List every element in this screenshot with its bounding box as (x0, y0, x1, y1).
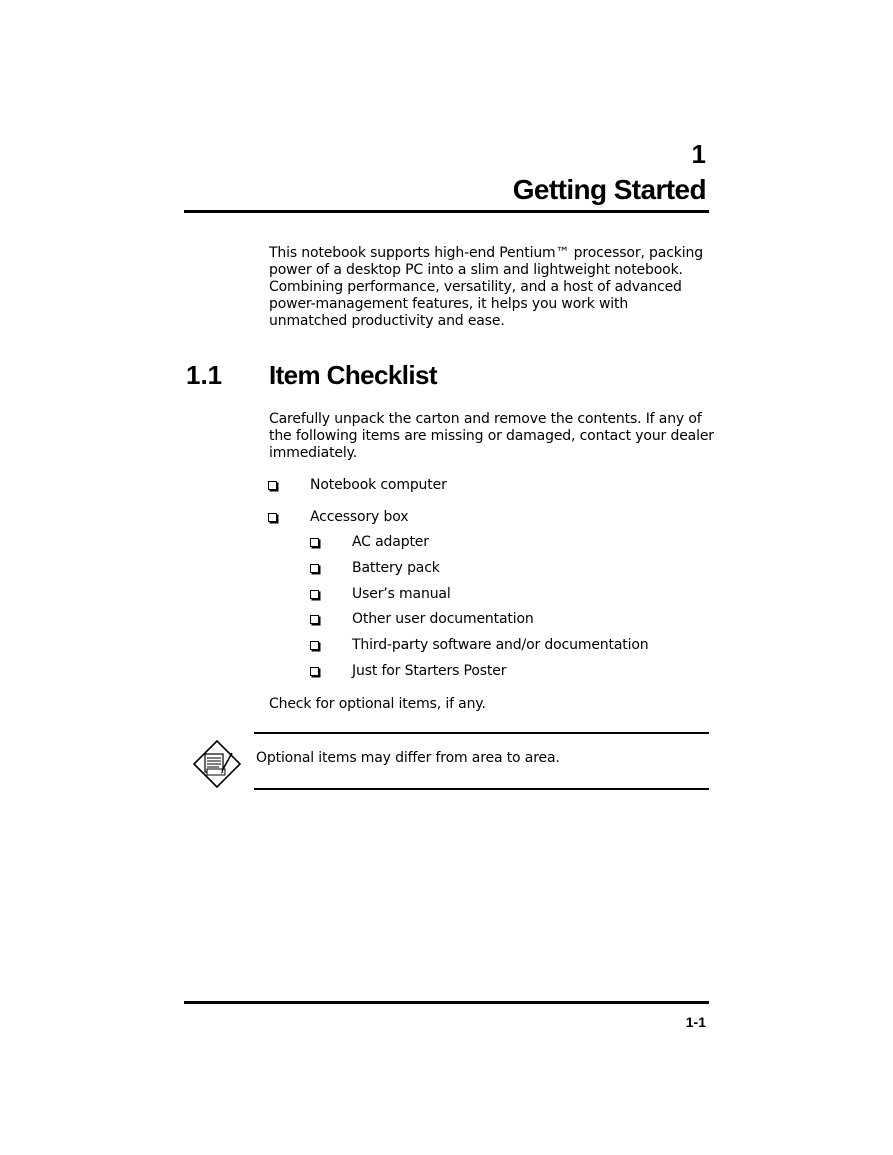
section-number: 1.1 (186, 360, 223, 390)
checklist-subitem-label: Just for Starters Poster (352, 662, 507, 679)
chapter-number: 1 (691, 139, 706, 169)
chapter-divider (184, 210, 709, 213)
page-number: 1-1 (685, 1014, 706, 1030)
checklist-subitem (310, 610, 534, 628)
note-bottom-divider (254, 788, 709, 790)
checkbox-icon (310, 641, 319, 650)
checklist-subitem-label: User’s manual (352, 585, 451, 602)
note-icon (192, 739, 242, 789)
checklist-subitem (310, 585, 451, 603)
checkbox-icon (310, 564, 319, 573)
checklist-subitem-label: AC adapter (352, 533, 429, 550)
checklist-subitem-label: Battery pack (352, 559, 440, 576)
footer-divider (184, 1001, 709, 1004)
checklist-item-label: Accessory box (310, 508, 409, 525)
checkbox-icon (310, 538, 319, 547)
checklist-subitem (310, 559, 440, 577)
checklist-intro-paragraph: Carefully unpack the carton and remove the contents. If any of the following items are missing or damaged, contact your dealer immediately. (269, 411, 714, 461)
checklist-item (268, 476, 447, 494)
note-top-divider (254, 732, 709, 734)
checklist-subitem (310, 662, 506, 680)
checklist-item-label: Notebook computer (310, 476, 447, 493)
checkbox-icon (268, 513, 277, 522)
checklist-subitem-label: Third-party software and/or documentation (352, 636, 649, 653)
checklist-item (268, 508, 408, 526)
checklist-subitem (310, 533, 429, 551)
intro-paragraph: This notebook supports high-end Pentium™ processor, packing power of a desktop PC into a slim and lightweight notebook. Combining performance, versatility, and a host of advanced power-management features, it helps you work with unmatched productivity and ease. (269, 245, 703, 329)
checkbox-icon (310, 615, 319, 624)
optional-items-text: Check for optional items, if any. (269, 696, 486, 712)
note-text: Optional items may differ from area to area. (256, 750, 560, 766)
checkbox-icon (310, 590, 319, 599)
checkbox-icon (310, 667, 319, 676)
checklist-subitem-label: Other user documentation (352, 610, 534, 627)
checklist-subitem (310, 636, 649, 654)
checkbox-icon (268, 481, 277, 490)
chapter-title: Getting Started (512, 174, 706, 205)
section-title: Item Checklist (269, 360, 437, 390)
